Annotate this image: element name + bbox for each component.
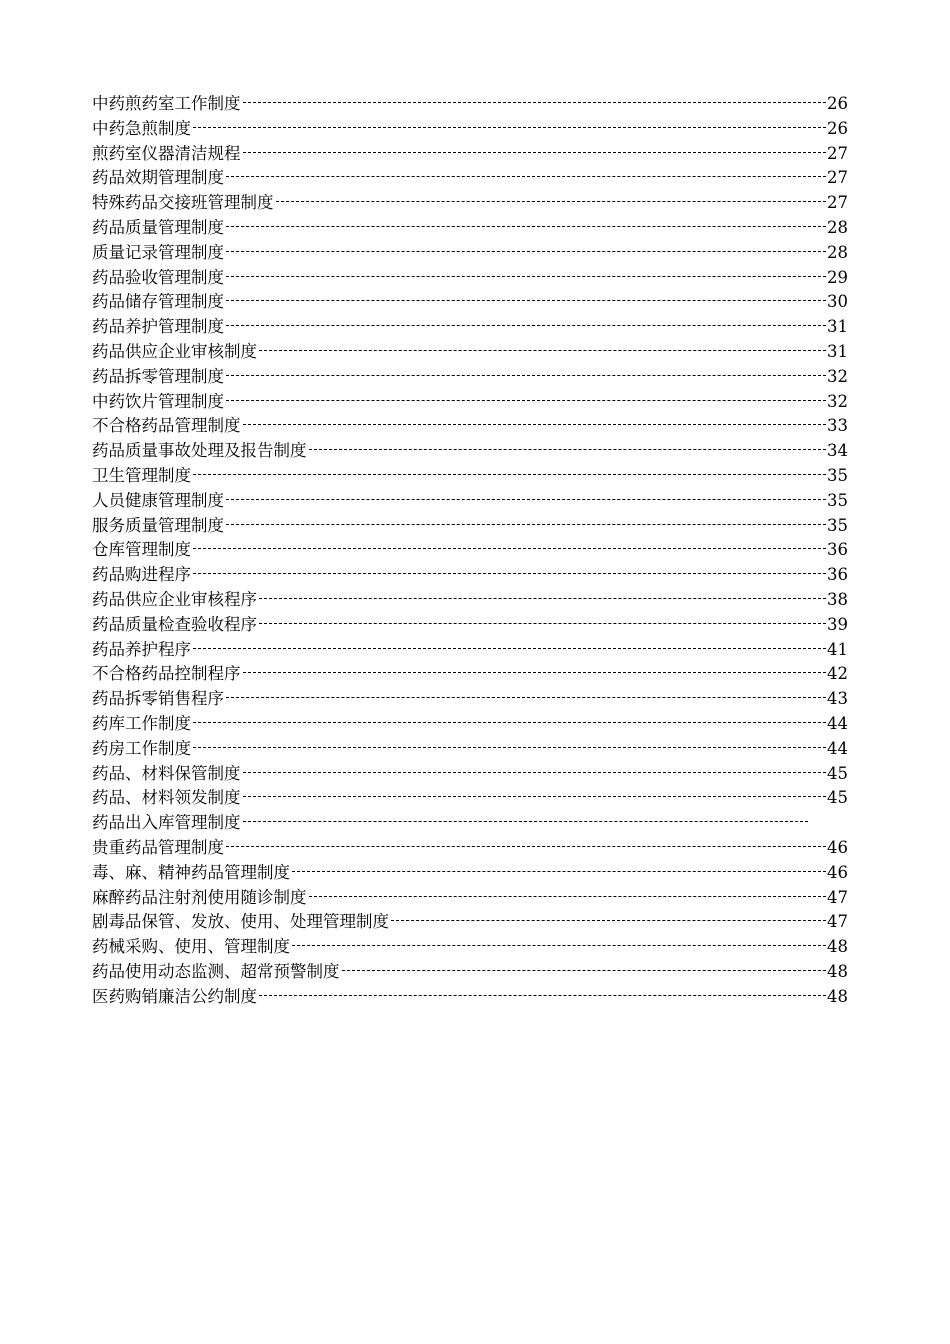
toc-entry-page-number: 35 xyxy=(827,490,848,510)
toc-entry xyxy=(92,489,848,514)
toc-dot-leader xyxy=(243,152,827,153)
toc-entry xyxy=(92,786,848,811)
toc-entry-page-number: 34 xyxy=(827,441,848,461)
toc-entry xyxy=(92,762,848,787)
toc-entry-title: 药品养护程序 xyxy=(92,639,191,659)
toc-entry xyxy=(92,191,848,216)
toc-entry-page-number: 45 xyxy=(827,763,848,783)
toc-entry xyxy=(92,414,848,439)
toc-entry-page-number: 32 xyxy=(827,366,848,386)
toc-entry xyxy=(92,340,848,365)
toc-entry-page-number: 47 xyxy=(827,912,848,932)
toc-entry-page-number: 39 xyxy=(827,614,848,634)
toc-entry-page-number: 35 xyxy=(827,515,848,535)
toc-dot-leader xyxy=(243,102,827,103)
toc-entry xyxy=(92,390,848,415)
toc-entry-page-number: 36 xyxy=(827,540,848,560)
toc-entry-title: 药品购进程序 xyxy=(92,565,191,585)
toc-entry xyxy=(92,836,848,861)
toc-dot-leader xyxy=(243,796,827,797)
toc-entry-title: 中药煎药室工作制度 xyxy=(92,94,241,113)
toc-entry xyxy=(92,241,848,266)
toc-entry xyxy=(92,464,848,489)
toc-dot-leader xyxy=(259,623,826,624)
toc-entry-page-number: 28 xyxy=(827,217,848,237)
toc-dot-leader xyxy=(226,400,826,401)
toc-entry-page-number: 46 xyxy=(827,837,848,857)
toc-entry xyxy=(92,861,848,886)
toc-entry xyxy=(92,638,848,663)
toc-dot-leader xyxy=(309,449,827,450)
toc-entry-page-number: 27 xyxy=(827,143,848,163)
toc-entry xyxy=(92,538,848,563)
toc-dot-leader xyxy=(193,573,826,574)
toc-dot-leader xyxy=(391,920,826,921)
toc-entry-page-number: 43 xyxy=(827,689,848,709)
toc-entry xyxy=(92,712,848,737)
toc-dot-leader xyxy=(243,772,827,773)
toc-entry-title: 特殊药品交接班管理制度 xyxy=(92,193,274,213)
toc-entry-title: 药房工作制度 xyxy=(92,738,191,758)
toc-entry-title: 中药急煎制度 xyxy=(92,118,191,138)
toc-entry-title: 医药购销廉洁公约制度 xyxy=(92,986,257,1006)
toc-entry-page-number: 35 xyxy=(827,465,848,485)
toc-dot-leader xyxy=(226,176,826,177)
toc-entry-title: 药品验收管理制度 xyxy=(92,267,224,287)
toc-entry xyxy=(92,216,848,241)
toc-dot-leader xyxy=(259,995,826,996)
toc-dot-leader xyxy=(193,548,826,549)
toc-entry-title: 药品供应企业审核制度 xyxy=(92,341,257,361)
toc-entry xyxy=(92,92,848,117)
toc-entry-page-number: 26 xyxy=(827,118,848,138)
toc-entry-page-number: 38 xyxy=(827,589,848,609)
toc-dot-leader xyxy=(226,499,826,500)
toc-dot-leader xyxy=(292,871,826,872)
toc-dot-leader xyxy=(226,300,826,301)
toc-entry-page-number: 46 xyxy=(827,862,848,882)
toc-entry-title: 药品养护管理制度 xyxy=(92,317,224,337)
toc-entry-title: 药械采购、使用、管理制度 xyxy=(92,937,290,957)
toc-entry-title: 卫生管理制度 xyxy=(92,465,191,485)
toc-entry-page-number: 36 xyxy=(827,565,848,585)
toc-entry-title: 中药饮片管理制度 xyxy=(92,391,224,411)
toc-dot-leader xyxy=(309,896,827,897)
toc-entry-title: 不合格药品控制程序 xyxy=(92,664,241,684)
toc-entry xyxy=(92,365,848,390)
toc-entry-title: 毒、麻、精神药品管理制度 xyxy=(92,862,290,882)
toc-dot-leader xyxy=(226,697,826,698)
toc-entry-page-number: 48 xyxy=(827,937,848,957)
toc-entry-title: 药品质量管理制度 xyxy=(92,217,224,237)
toc-dot-leader xyxy=(226,325,826,326)
toc-entry-title: 药品拆零销售程序 xyxy=(92,689,224,709)
toc-entry-page-number: 28 xyxy=(827,242,848,262)
toc-dot-leader xyxy=(193,127,826,128)
toc-entry-page-number: 44 xyxy=(827,713,848,733)
toc-entry-title: 药品拆零管理制度 xyxy=(92,366,224,386)
toc-entry xyxy=(92,737,848,762)
toc-entry-page-number: 42 xyxy=(827,664,848,684)
toc-entry xyxy=(92,315,848,340)
toc-entry-page-number: 30 xyxy=(827,292,848,312)
toc-entry-title: 药品使用动态监测、超常预警制度 xyxy=(92,961,340,981)
toc-entry xyxy=(92,588,848,613)
toc-entry-title: 药品质量检查验收程序 xyxy=(92,614,257,634)
toc-dot-leader xyxy=(243,821,809,822)
toc-entry-title: 药品、材料保管制度 xyxy=(92,763,241,783)
toc-entry xyxy=(92,166,848,191)
toc-entry-page-number: 33 xyxy=(827,416,848,436)
toc-dot-leader xyxy=(193,747,826,748)
toc-entry-page-number: 41 xyxy=(827,639,848,659)
toc-entry xyxy=(92,985,848,1010)
toc-entry-title: 质量记录管理制度 xyxy=(92,242,224,262)
toc-entry-page-number: 47 xyxy=(827,887,848,907)
toc-dot-leader xyxy=(243,672,827,673)
toc-entry-title: 药品质量事故处理及报告制度 xyxy=(92,441,307,461)
toc-dot-leader xyxy=(226,375,826,376)
toc-dot-leader xyxy=(226,251,826,252)
toc-entry xyxy=(92,935,848,960)
toc-dot-leader xyxy=(259,350,826,351)
toc-entry-title: 仓库管理制度 xyxy=(92,540,191,560)
toc-entry-page-number: 44 xyxy=(827,738,848,758)
toc-entry xyxy=(92,439,848,464)
toc-dot-leader xyxy=(243,424,827,425)
toc-entry xyxy=(92,662,848,687)
toc-entry xyxy=(92,886,848,911)
toc-entry-title: 贵重药品管理制度 xyxy=(92,837,224,857)
toc-entry xyxy=(92,117,848,142)
toc-entry xyxy=(92,563,848,588)
toc-entry xyxy=(92,142,848,167)
toc-entry xyxy=(92,290,848,315)
toc-entry-title: 煎药室仪器清洁规程 xyxy=(92,143,241,163)
toc-entry-title: 药品、材料领发制度 xyxy=(92,788,241,808)
toc-entry xyxy=(92,960,848,985)
toc-entry-page-number: 29 xyxy=(827,267,848,287)
toc-entry-title: 药品储存管理制度 xyxy=(92,292,224,312)
toc-dot-leader xyxy=(193,474,826,475)
toc-entry-page-number: 27 xyxy=(827,168,848,188)
toc-dot-leader xyxy=(342,970,827,971)
toc-dot-leader xyxy=(276,201,827,202)
toc-entry-page-number: 48 xyxy=(827,961,848,981)
toc-entry-page-number: 32 xyxy=(827,391,848,411)
toc-entry-page-number: 45 xyxy=(827,788,848,808)
toc-entry xyxy=(92,514,848,539)
toc-dot-leader xyxy=(226,846,826,847)
toc-entry-title: 人员健康管理制度 xyxy=(92,490,224,510)
toc-entry xyxy=(92,811,848,836)
toc-entry-page-number: 31 xyxy=(827,317,848,337)
toc-entry-page-number: 48 xyxy=(827,986,848,1006)
toc-dot-leader xyxy=(193,722,826,723)
toc-dot-leader xyxy=(226,226,826,227)
toc-dot-leader xyxy=(226,524,826,525)
toc-entry xyxy=(92,266,848,291)
toc-entry-title: 剧毒品保管、发放、使用、处理管理制度 xyxy=(92,912,389,932)
toc-dot-leader xyxy=(292,945,826,946)
toc-entry-title: 药品出入库管理制度 xyxy=(92,813,241,833)
toc-entry-page-number: 27 xyxy=(827,193,848,213)
toc-entry-page-number: 26 xyxy=(827,94,848,113)
toc-entry-page-number: 31 xyxy=(827,341,848,361)
toc-dot-leader xyxy=(193,648,826,649)
toc-entry-title: 麻醉药品注射剂使用随诊制度 xyxy=(92,887,307,907)
toc-dot-leader xyxy=(226,276,826,277)
table-of-contents xyxy=(92,92,848,1009)
toc-entry-title: 服务质量管理制度 xyxy=(92,515,224,535)
toc-entry-title: 药品效期管理制度 xyxy=(92,168,224,188)
toc-entry-title: 不合格药品管理制度 xyxy=(92,416,241,436)
toc-entry xyxy=(92,910,848,935)
toc-dot-leader xyxy=(259,598,826,599)
toc-entry-title: 药库工作制度 xyxy=(92,713,191,733)
toc-entry-title: 药品供应企业审核程序 xyxy=(92,589,257,609)
toc-entry xyxy=(92,687,848,712)
toc-entry xyxy=(92,613,848,638)
